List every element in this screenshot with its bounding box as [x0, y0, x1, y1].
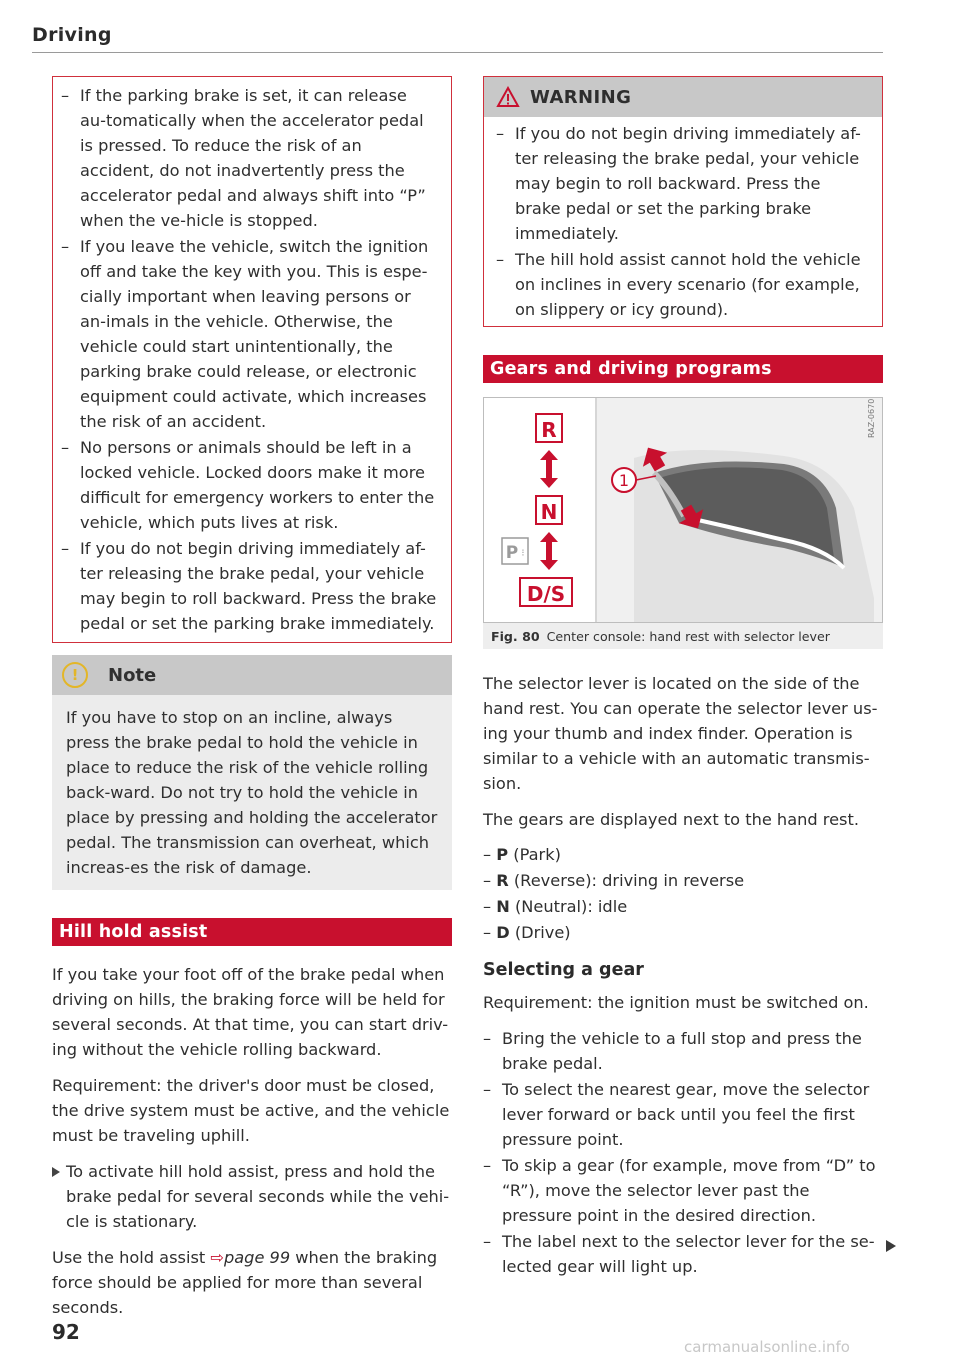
warning-body	[484, 117, 882, 326]
page-number: 92	[52, 1320, 80, 1344]
hill-hold-instruction: To activate hill hold assist, press and hold the brake pedal for several seconds while the vehi-cle is stationary.	[52, 1159, 452, 1234]
gears-heading: Gears and driving programs	[483, 355, 883, 383]
left-column	[52, 76, 452, 1320]
hill-hold-requirement: Requirement: the driver's door must be closed, the drive system must be active, and the vehicle must be traveling uphill.	[52, 1076, 450, 1145]
reference-arrow-icon: ⇨	[210, 1248, 224, 1267]
figure-code: RAZ-0670	[867, 398, 876, 438]
warning-box	[483, 76, 883, 327]
note-header	[52, 655, 452, 695]
hill-hold-reference: Use the hold assist ⇨page 99 when the braking force should be applied for more than several seconds.	[52, 1248, 438, 1317]
selector-lever-illustration	[484, 398, 882, 622]
section-header: Driving	[32, 24, 112, 46]
selecting-gear-steps	[483, 1026, 883, 1279]
gears-intro: The selector lever is located on the side of the hand rest. You can operate the selector lever us-ing your thumb and index finder. Operation is similar to a vehicle with an automatic transmis-sion.	[483, 674, 878, 793]
gear-list	[483, 842, 883, 946]
note-box	[52, 655, 452, 890]
warning-item: – No persons or animals should be left in a locked vehicle. Locked doors make it more difficult for emergency workers to enter the vehicle, which puts lives at risk.	[61, 438, 435, 532]
page-reference-link[interactable]: page 99	[223, 1248, 291, 1267]
watermark: carmanualsonline.info	[684, 1338, 850, 1356]
selecting-gear-requirement: Requirement: the ignition must be switched on.	[483, 993, 869, 1012]
step-item: – The label next to the selector lever for the se-lected gear will light up.	[483, 1232, 875, 1276]
warning-item: – If you leave the vehicle, switch the ignition off and take the key with you. This is espe-cially important when leaving persons or an-imals in the vehicle. Otherwise, the vehicle could start unintentionally, the parking brake could release, or electronic equipment could activate, which increases the risk of an accident.	[61, 237, 429, 431]
right-column	[483, 76, 883, 1279]
gear-label-r: R	[541, 418, 557, 442]
warning-triangle-icon	[496, 86, 520, 108]
step-item: – To skip a gear (for example, move from “D” to “R”), move the selector lever past the pressure point in the desired direction.	[483, 1156, 876, 1225]
callout-label: 1	[618, 471, 630, 490]
list-item: – D (Drive)	[483, 923, 571, 942]
gears-display: The gears are displayed next to the hand rest.	[483, 810, 859, 829]
note-title: Note	[108, 664, 157, 686]
list-item: – P (Park)	[483, 845, 561, 864]
warning-item: – If you do not begin driving immediately af-ter releasing the brake pedal, your vehicle may begin to roll backward. Press the brake pedal or set the parking brake immediately.	[496, 124, 861, 243]
gear-label-n: N	[540, 500, 558, 524]
warning-title: WARNING	[530, 86, 632, 108]
gear-label-p: P	[505, 543, 519, 563]
header-divider	[32, 52, 883, 53]
warning-item: – If you do not begin driving immediately af-ter releasing the brake pedal, your vehicle may begin to roll backward. Press the brake pedal or set the parking brake immediately.	[61, 539, 437, 633]
figure-caption: Fig. 80 Center console: hand rest with selector lever	[483, 623, 883, 649]
continue-arrow-icon	[886, 1240, 896, 1252]
step-item: – To select the nearest gear, move the selector lever forward or back until you feel the first pressure point.	[483, 1080, 870, 1149]
note-body: If you have to stop on an incline, always press the brake pedal to hold the vehicle in place to reduce the risk of the vehicle rolling back-ward. Do not try to hold the vehicle in place by pressing and holding the accelerator pedal. The transmission can overheat, which increas-es the risk of damage.	[66, 708, 438, 877]
step-item: – Bring the vehicle to a full stop and press the brake pedal.	[483, 1029, 862, 1073]
warning-item: – If the parking brake is set, it can release au-tomatically when the accelerator pedal is pressed. To reduce the risk of an accident, do not inadvertently press the accelerator pedal and always shift into “P” when the ve-hicle is stopped.	[61, 86, 426, 230]
list-item: – N (Neutral): idle	[483, 897, 628, 916]
warning-item: – The hill hold assist cannot hold the vehicle on inclines in every scenario (for example, on slippery or icy ground).	[496, 250, 861, 319]
gear-label-ds: D/S	[526, 582, 566, 606]
selecting-gear-heading: Selecting a gear	[483, 960, 644, 980]
warning-continuation-box	[52, 76, 452, 643]
svg-text:⁝: ⁝	[521, 548, 525, 559]
warning-header	[484, 77, 882, 117]
selector-lever-figure	[483, 397, 883, 623]
hill-hold-intro: If you take your foot off of the brake pedal when driving on hills, the braking force will be held for several seconds. At that time, you can start driv-ing without the vehicle rolling backward.	[52, 965, 449, 1059]
hill-hold-heading: Hill hold assist	[52, 918, 452, 946]
exclamation-circle-icon: !	[62, 662, 88, 688]
list-item: – R (Reverse): driving in reverse	[483, 871, 745, 890]
triangle-bullet-icon	[52, 1167, 60, 1177]
